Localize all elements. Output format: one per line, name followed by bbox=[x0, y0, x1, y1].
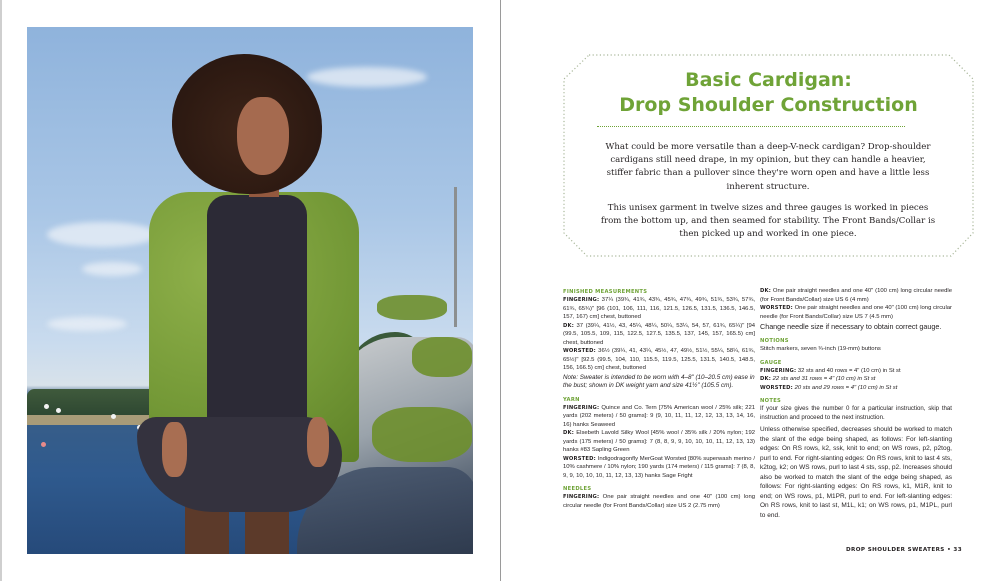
notes-paragraph-2: Unless otherwise specified, decreases should be worked to match the slant of the edge being shaped, as follows: For left-slanting edges: On RS rows, k2, ssk, knit to end; on WS rows, p2, p2tog, purl to end. For right-slanting edges: On RS rows, knit to last 4 sts, k2tog, k2; on WS rows, purl to last 4 sts, ssp, p2. Increases should also be worked to match the slant of the edge being shaped, as follows: For right-slanting edges: On RS rows, k1, M1R, knit to end; on WS rows, p1, M1PR, purl to end. For left-slanting edges: On RS rows, knit to last st, M1L, k1; on WS rows, p1, M1PL, purl to end. bbox=[760, 426, 952, 519]
pine-branch bbox=[372, 407, 472, 462]
ease-note: Note: Sweater is intended to be worn with 4–8" (10–20.5 cm) ease in the bust; shown in DK weight yarn and size 41½" (105.5 cm). bbox=[563, 373, 755, 390]
value: One pair straight needles and one 40" (100 cm) long circular needle (for Front Bands/Collar) size US 7 (4.5 mm) bbox=[760, 305, 952, 320]
label: FINGERING: bbox=[563, 404, 600, 411]
value: 22 sts and 31 rows = 4" (10 cm) in St st bbox=[772, 376, 876, 382]
value: 36½ (39¼, 41, 43¼, 45½, 47, 49½, 51½, 55¼, 58¼, 61¾, 65½)" [92.5 (99.5, 104, 110, 115.5, 119.5, 125.5, 131.5, 140.5, 148.5, 156, 166.5) cm] chest, buttoned bbox=[563, 348, 756, 371]
needle-gauge-note: Change needle size if necessary to obtain correct gauge. bbox=[760, 322, 942, 331]
model-hand bbox=[307, 417, 329, 467]
label: WORSTED: bbox=[563, 455, 596, 462]
label: DK: bbox=[563, 430, 575, 437]
notions-heading: NOTIONS bbox=[760, 338, 789, 344]
value: 37 (39¼, 41½, 43, 45¼, 48¼, 50¼, 53¼, 54, 57, 61¾, 65¼)" [94 (99.5, 105.5, 109, 115, 122.5, 127.5, 135.5, 137, 145, 157, 165.5) cm] chest, buttoned bbox=[563, 322, 755, 346]
needles-heading: NEEDLES bbox=[563, 486, 592, 493]
specs-column-left bbox=[563, 288, 755, 510]
label: FINGERING: bbox=[563, 297, 600, 303]
pine-branch bbox=[412, 337, 472, 377]
gauge-heading: GAUGE bbox=[760, 359, 782, 366]
notions-text: Stitch markers, seven ¾-inch (19-mm) buttons bbox=[760, 346, 881, 352]
cloud bbox=[82, 262, 142, 276]
gauge-fingering bbox=[760, 367, 952, 376]
title-divider bbox=[597, 126, 905, 127]
value: 32 sts and 40 rows = 4" (10 cm) in St st bbox=[797, 367, 901, 374]
label: DK: bbox=[760, 376, 772, 382]
label: DK: bbox=[563, 322, 575, 329]
running-footer-page-number: DROP SHOULDER SWEATERS • 33 bbox=[846, 547, 962, 553]
title-box bbox=[561, 53, 976, 258]
buoy bbox=[44, 404, 49, 409]
yarn-heading: YARN bbox=[563, 396, 580, 403]
label: FINGERING: bbox=[760, 367, 797, 374]
cloud bbox=[47, 317, 127, 331]
value: One pair straight needles and one 40" (100 cm) long circular needle (for Front Bands/Collar) size US 2 (2.75 mm) bbox=[563, 494, 755, 509]
yarn-fingering bbox=[563, 404, 755, 430]
needles-dk bbox=[760, 287, 952, 304]
value: 20 sts and 29 rows = 4" (10 cm) in St st bbox=[794, 384, 898, 391]
model-leg bbox=[185, 505, 229, 554]
measurement-worsted bbox=[563, 347, 755, 373]
specs-column-right bbox=[760, 287, 952, 520]
dead-tree bbox=[454, 187, 457, 327]
pine-branch bbox=[377, 295, 447, 320]
notes-heading: NOTES bbox=[760, 398, 782, 404]
model-face bbox=[237, 97, 289, 175]
gauge-dk bbox=[760, 375, 952, 384]
title-line-1: Basic Cardigan: bbox=[685, 69, 852, 91]
intro-paragraph-1: What could be more versatile than a deep-V-neck cardigan? Drop-shoulder cardigans still need drape, in my opinion, but they can handle a heavier, stiffer fabric than a pullover since they're worn open and have a little less inherent structure. bbox=[605, 142, 931, 192]
gauge-worsted bbox=[760, 384, 952, 393]
value: Indigodragonfly MerGoat Worsted [80% superwash merino / 10% cashmere / 10% nylon; 190 yards (174 meters) / 115 grams]: 7 (8, 8, 9, 9, 10, 10, 10, 11, 12, 13, 13) hanks Sage Fright bbox=[563, 455, 756, 479]
buoy bbox=[56, 408, 61, 413]
label: WORSTED: bbox=[563, 348, 596, 354]
page-edge bbox=[0, 0, 2, 581]
cloud bbox=[47, 222, 157, 247]
intro-paragraph-2: This unisex garment in twelve sizes and three gauges is worked in pieces from the bottom up, and then seamed for stability. The Front Bands/Collar is then picked up and worked in one piece. bbox=[600, 202, 936, 240]
value: 37¼ (39¾, 41¾, 43¾, 45¾, 47¾, 49¾, 51¾, 53¾, 57¾, 61¾, 65¾)" [96 (101, 106, 111, 116, 121.5, 126.5, 131.5, 136.5, 146.5, 157, 167) cm] chest, buttoned bbox=[563, 297, 755, 320]
needles-worsted bbox=[760, 304, 952, 321]
model-hand bbox=[162, 422, 187, 477]
page-gutter bbox=[500, 0, 501, 581]
intro-text bbox=[597, 141, 939, 241]
value: Quince and Co. Tern [75% American wool / 25% silk; 221 yards (202 meters) / 50 grams]: 9 (9, 10, 11, 11, 12, 12, 13, 13, 14, 16, 16) hanks Seaweed bbox=[563, 404, 756, 428]
label: DK: bbox=[760, 288, 772, 294]
measurement-fingering bbox=[563, 296, 755, 322]
model-leg bbox=[245, 505, 289, 554]
label: WORSTED: bbox=[760, 305, 793, 311]
buoy bbox=[41, 442, 46, 447]
finished-measurements-heading: FINISHED MEASUREMENTS bbox=[563, 289, 648, 295]
value: One pair straight needles and one 40" (100 cm) long circular needle (for Front Bands/Collar) size US 6 (4 mm) bbox=[760, 288, 953, 303]
measurement-dk bbox=[563, 322, 755, 348]
yarn-dk bbox=[563, 429, 755, 455]
notes-paragraph-1: If your size gives the number 0 for a particular instruction, skip that instruction and proceed to the next instruction. bbox=[760, 405, 952, 421]
cloud bbox=[307, 67, 427, 87]
model-photo bbox=[27, 27, 473, 554]
needles-fingering bbox=[563, 493, 755, 510]
buoy bbox=[111, 414, 116, 419]
value: Elsebeth Lavold Silky Wool [45% wool / 35% silk / 20% nylon; 192 yards (175 meters) / 50 grams]: 7 (8, 8, 9, 9, 10, 10, 10, 11, 12, 13, 13) hanks #83 Sapling Green bbox=[563, 430, 756, 454]
title-line-2: Drop Shoulder Construction bbox=[619, 94, 918, 116]
yarn-worsted bbox=[563, 455, 755, 481]
label: WORSTED: bbox=[760, 384, 793, 391]
label: FINGERING: bbox=[563, 494, 600, 501]
pattern-title bbox=[561, 68, 976, 118]
